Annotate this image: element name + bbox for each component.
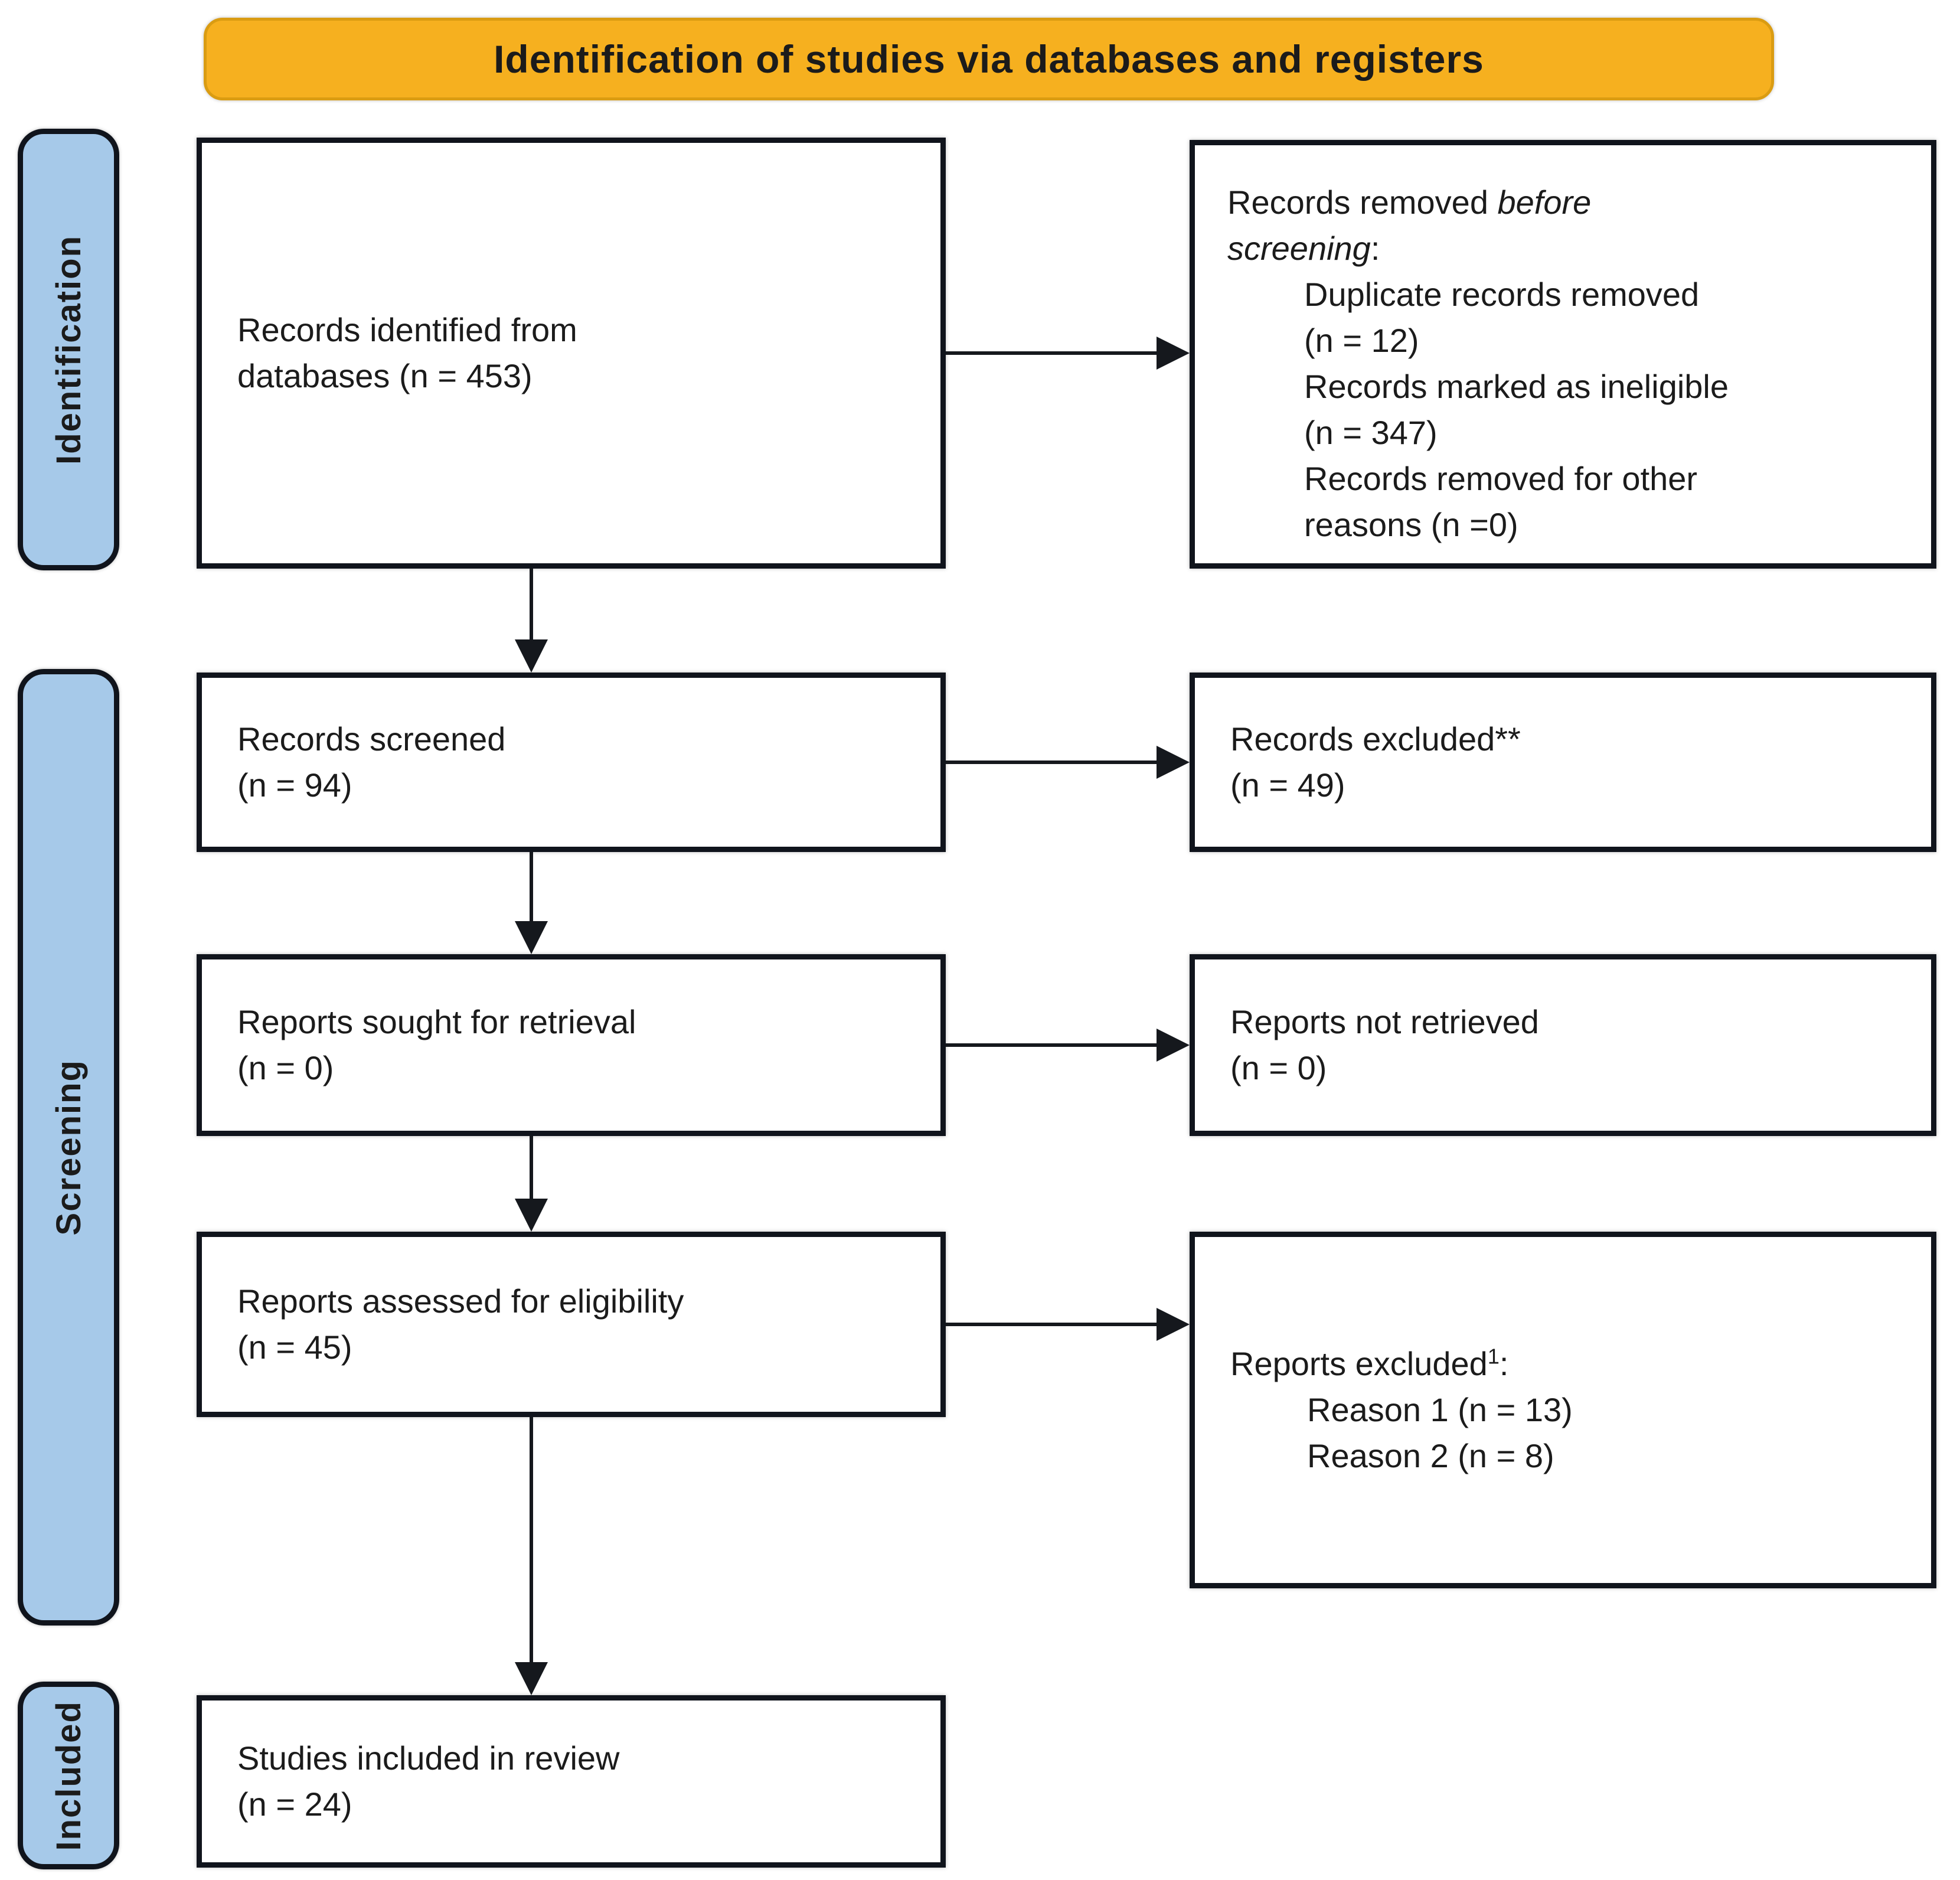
box-records-identified <box>197 138 946 569</box>
box-reports-not-retrieved <box>1190 954 1936 1136</box>
box-records-screened <box>197 673 946 852</box>
box-text-line: Records screened <box>237 720 506 758</box>
arrow-right-1-line <box>946 351 1157 355</box>
footnote-superscript: 1 <box>1487 1344 1500 1369</box>
arrow-down-3-head <box>515 1199 548 1232</box>
box-studies-included <box>197 1695 946 1868</box>
box-text-line: reasons (n =0) <box>1304 506 1518 543</box>
box-text-line: (n = 347) <box>1304 414 1438 451</box>
box-text-line: (n = 49) <box>1230 766 1345 804</box>
box-text-line: Records removed before <box>1227 184 1592 221</box>
arrow-down-2-head <box>515 921 548 954</box>
box-text-line: Duplicate records removed <box>1304 276 1700 313</box>
arrow-down-2-line <box>530 852 533 924</box>
arrow-right-4-head <box>1157 1308 1190 1341</box>
box-text-line: Reports not retrieved <box>1230 1003 1539 1040</box>
box-text-line: (n = 0) <box>1230 1049 1327 1086</box>
arrow-right-4-line <box>946 1323 1157 1326</box>
box-text-line: (n = 0) <box>237 1049 334 1086</box>
arrow-right-3-line <box>946 1043 1157 1047</box>
box-records-removed-before-screening <box>1190 140 1936 569</box>
box-text-line: (n = 94) <box>237 766 352 804</box>
arrow-right-2-line <box>946 761 1157 764</box>
arrow-down-4-head <box>515 1662 548 1695</box>
box-text-line: (n = 12) <box>1304 322 1419 359</box>
box-text-line: Records marked as ineligible <box>1304 368 1729 405</box>
box-text-line: Records removed for other <box>1304 460 1698 497</box>
box-text-line: Records identified from <box>237 311 577 348</box>
arrow-down-1-head <box>515 639 548 673</box>
box-text-line: Reason 1 (n = 13) <box>1307 1391 1573 1428</box>
box-text-line: Studies included in review <box>237 1739 620 1777</box>
box-text-line: Reports assessed for eligibility <box>237 1282 684 1320</box>
arrow-down-3-line <box>530 1136 533 1202</box>
box-text-line: Reports sought for retrieval <box>237 1003 636 1040</box>
diagram-title: Identification of studies via databases and registers <box>494 37 1484 81</box>
box-reports-assessed <box>197 1232 946 1417</box>
box-reports-sought <box>197 954 946 1136</box>
diagram-title-banner <box>204 18 1774 100</box>
stage-label-included: Included <box>18 1682 119 1869</box>
arrow-right-1-head <box>1157 337 1190 370</box>
arrow-right-2-head <box>1157 746 1190 779</box>
box-text-line: databases (n = 453) <box>237 357 533 394</box>
arrow-down-1-line <box>530 569 533 642</box>
stage-label-identification: Identification <box>18 129 119 570</box>
box-text-line: (n = 45) <box>237 1329 352 1366</box>
box-text-line: Records excluded** <box>1230 720 1521 758</box>
stage-label-screening: Screening <box>18 669 119 1626</box>
box-text-line: screening: <box>1227 230 1380 267</box>
arrow-down-4-line <box>530 1417 533 1665</box>
box-reports-excluded <box>1190 1232 1936 1588</box>
box-text-line: (n = 24) <box>237 1786 352 1823</box>
box-text-line: Reason 2 (n = 8) <box>1307 1437 1554 1474</box>
box-text-line: Reports excluded$^1$: <box>1230 1344 1509 1382</box>
arrow-right-3-head <box>1157 1029 1190 1062</box>
box-records-excluded <box>1190 673 1936 852</box>
